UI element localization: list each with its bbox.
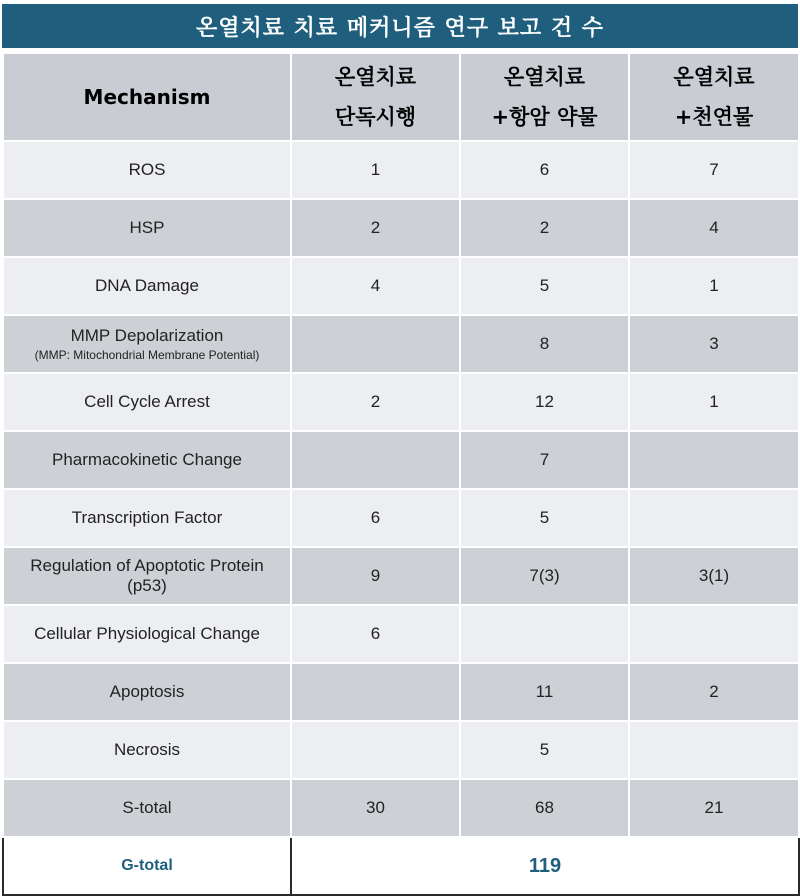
table-row: [3, 199, 799, 257]
table-row: [3, 779, 799, 837]
count-cell-col3: 21: [629, 779, 799, 837]
mechanism-label: Apoptosis: [109, 682, 185, 701]
header-mechanism: Mechanism: [3, 53, 291, 141]
header-col-hyperthermia-anticancer: [460, 53, 629, 141]
header-row: [3, 53, 799, 141]
count-cell-col2: 5: [460, 257, 629, 315]
count-cell-col3: 4: [629, 199, 799, 257]
mechanism-cell: [3, 199, 291, 257]
table-row: [3, 373, 799, 431]
mechanism-table: [2, 52, 800, 896]
mechanism-cell: [3, 605, 291, 663]
table-row: [3, 663, 799, 721]
count-cell-col1: 4: [291, 257, 460, 315]
count-cell-col2: 5: [460, 721, 629, 779]
count-cell-col1: 2: [291, 373, 460, 431]
mechanism-cell: [3, 431, 291, 489]
mechanism-label: ROS: [128, 160, 166, 179]
grand-total-row: [3, 837, 799, 895]
count-cell-col3: 3(1): [629, 547, 799, 605]
count-cell-col1: 9: [291, 547, 460, 605]
table-row: [3, 721, 799, 779]
count-cell-col3: 1: [629, 257, 799, 315]
count-cell-col3: 2: [629, 663, 799, 721]
table-row: [3, 315, 799, 373]
mechanism-cell: [3, 141, 291, 199]
grand-total-label: G-total: [3, 837, 291, 895]
table-row: [3, 605, 799, 663]
count-cell-col2: 2: [460, 199, 629, 257]
header-col-hyperthermia-natural: [629, 53, 799, 141]
count-cell-col2: 12: [460, 373, 629, 431]
count-cell-col2: 11: [460, 663, 629, 721]
mechanism-label: S-total: [122, 798, 172, 817]
count-cell-col1: 1: [291, 141, 460, 199]
mechanism-label: Cell Cycle Arrest: [84, 392, 210, 411]
mechanism-label: Regulation of Apoptotic Protein: [30, 556, 264, 575]
mechanism-sublabel: (p53): [127, 576, 167, 595]
count-cell-col2: 7: [460, 431, 629, 489]
count-cell-col1: [291, 663, 460, 721]
count-cell-col2: 7(3): [460, 547, 629, 605]
header-col3-line1: 온열치료: [673, 65, 755, 89]
header-col2-line1: 온열치료: [503, 65, 586, 89]
mechanism-label: DNA Damage: [95, 276, 199, 295]
mechanism-cell: [3, 663, 291, 721]
count-cell-col3: [629, 431, 799, 489]
mechanism-cell: [3, 257, 291, 315]
count-cell-col1: 30: [291, 779, 460, 837]
mechanism-label: Pharmacokinetic Change: [52, 450, 242, 469]
count-cell-col2: 8: [460, 315, 629, 373]
count-cell-col3: [629, 489, 799, 547]
count-cell-col2: 6: [460, 141, 629, 199]
count-cell-col3: 1: [629, 373, 799, 431]
count-cell-col2: [460, 605, 629, 663]
count-cell-col1: [291, 315, 460, 373]
mechanism-cell: [3, 373, 291, 431]
header-col1-line1: 온열치료: [334, 65, 417, 89]
table-row: [3, 257, 799, 315]
header-col2-line2: +항암 약물: [491, 105, 598, 129]
mechanism-label: HSP: [129, 218, 165, 237]
mechanism-cell: [3, 489, 291, 547]
mechanism-cell: [3, 721, 291, 779]
table-row: [3, 431, 799, 489]
table-title: 온열치료 치료 메커니즘 연구 보고 건 수: [2, 4, 798, 48]
mechanism-label: Transcription Factor: [71, 508, 223, 527]
mechanism-cell: [3, 315, 291, 373]
count-cell-col3: [629, 721, 799, 779]
mechanism-label: Cellular Physiological Change: [34, 624, 260, 643]
header-col-hyperthermia-alone: [291, 53, 460, 141]
count-cell-col1: [291, 431, 460, 489]
table-row: [3, 141, 799, 199]
mechanism-cell: [3, 547, 291, 605]
count-cell-col3: [629, 605, 799, 663]
count-cell-col2: 68: [460, 779, 629, 837]
table-row: [3, 489, 799, 547]
mechanism-sublabel: (MMP: Mitochondrial Membrane Potential): [34, 348, 260, 362]
count-cell-col3: 3: [629, 315, 799, 373]
mechanism-label: MMP Depolarization: [70, 326, 224, 345]
count-cell-col3: 7: [629, 141, 799, 199]
header-col3-line2: +천연물: [674, 105, 754, 129]
header-col1-line2: 단독시행: [334, 105, 417, 129]
grand-total-value: 119: [291, 837, 799, 895]
table-row: [3, 547, 799, 605]
count-cell-col2: 5: [460, 489, 629, 547]
count-cell-col1: [291, 721, 460, 779]
mechanism-cell: [3, 779, 291, 837]
mechanism-label: Necrosis: [113, 740, 181, 759]
count-cell-col1: 6: [291, 489, 460, 547]
count-cell-col1: 6: [291, 605, 460, 663]
count-cell-col1: 2: [291, 199, 460, 257]
